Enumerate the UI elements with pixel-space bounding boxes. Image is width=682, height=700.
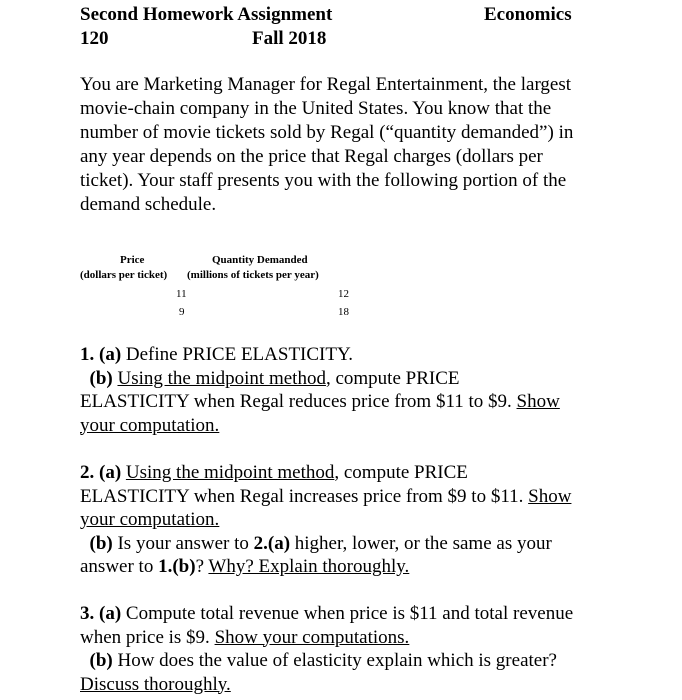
question-reference: 1.(b) (158, 556, 196, 577)
underlined-text: Why? Explain thoroughly. (208, 556, 410, 577)
underlined-text: your computation. (80, 509, 220, 530)
question-1 (80, 343, 620, 437)
question-text: higher, lower, or the same as your (290, 532, 552, 554)
intro-line: number of movie tickets sold by Regal (“quantity demanded”) in (80, 122, 574, 143)
question-text: ? (195, 556, 209, 577)
price-column-header: Price (120, 254, 145, 266)
price-column-unit: (dollars per ticket) (80, 269, 168, 281)
part-label: (b) (89, 367, 113, 389)
intro-paragraph (80, 73, 610, 217)
quantity-column-unit: (millions of tickets per year) (187, 269, 319, 281)
semester-label: Fall 2018 (252, 28, 327, 49)
question-3 (80, 602, 620, 696)
question-reference: 2.(a) (253, 532, 291, 554)
underlined-text: Using the midpoint method (125, 462, 335, 483)
question-number: 2. (80, 462, 95, 483)
underlined-text: Discuss thoroughly. (80, 673, 231, 695)
question-text: Compute total revenue when price is $11 and total revenue (121, 603, 574, 624)
question-text: ELASTICITY when Regal increases price from $9 to $11. (80, 485, 529, 507)
table-cell-price: 11 (176, 288, 187, 300)
question-text: Is your answer to (112, 532, 254, 554)
question-text: , compute PRICE (325, 367, 460, 389)
underlined-text: Show your computations. (214, 626, 410, 648)
intro-line: You are Marketing Manager for Regal Entertainment, the largest (80, 74, 572, 95)
intro-line: demand schedule. (80, 194, 217, 215)
quantity-column-header: Quantity Demanded (212, 254, 308, 266)
underlined-text: Show (528, 485, 572, 507)
underlined-text: Using the midpoint method (117, 367, 326, 389)
intro-line: movie-chain company in the United States. You know that the (80, 98, 552, 119)
table-cell-quantity: 12 (338, 288, 349, 300)
question-text: when price is $9. (80, 626, 215, 648)
question-2 (80, 461, 620, 579)
course-number: 120 (80, 28, 109, 49)
part-label: (a) (99, 462, 122, 483)
question-text: How does the value of elasticity explain which is greater? (112, 650, 557, 671)
underlined-text: your computation. (80, 414, 220, 436)
question-number: 3. (80, 603, 95, 624)
question-number: 1. (80, 344, 95, 365)
table-cell-quantity: 18 (338, 306, 349, 318)
assignment-title: Second Homework Assignment (80, 4, 333, 25)
intro-line: any year depends on the price that Regal charges (dollars per (80, 146, 543, 167)
subject-label: Economics (484, 4, 572, 25)
part-label: (a) (99, 603, 122, 624)
question-text: ELASTICITY when Regal reduces price from $11 to $9. (80, 391, 517, 412)
table-cell-price: 9 (179, 306, 185, 318)
question-text: answer to (80, 556, 159, 577)
question-text: , compute PRICE (334, 462, 468, 483)
question-text: Define PRICE ELASTICITY. (121, 344, 354, 365)
part-label: (a) (99, 344, 122, 365)
part-label: (b) (89, 532, 113, 554)
underlined-text: Show (516, 391, 560, 412)
part-label: (b) (89, 650, 113, 671)
intro-line: ticket). Your staff presents you with the following portion of the (80, 170, 567, 191)
